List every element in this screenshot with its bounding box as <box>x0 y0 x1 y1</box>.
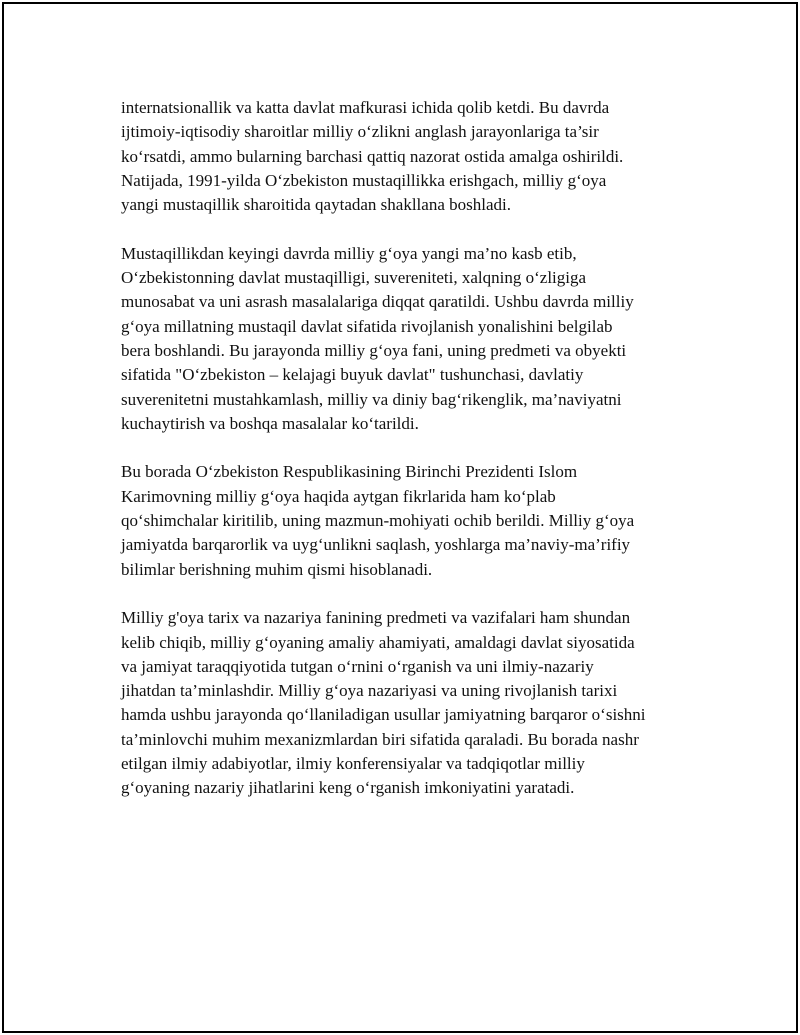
paragraph-1: internatsionallik va katta davlat mafkurasi ichida qolib ketdi. Bu davrda ijtimoiy-iqtisodiy sharoitlar milliy o‘zlikni anglash jarayonlariga ta’sir ko‘rsatdi, ammo bularning barchasi qattiq nazorat ostida amalga oshirildi. Natijada, 1991-yilda O‘zbekiston mustaqillikka erishgach, milliy g‘oya yangi mustaqillik sharoitida qaytadan shakllana boshladi. <box>121 98 624 215</box>
paragraph-3: Bu borada O‘zbekiston Respublikasining Birinchi Prezidenti Islom Karimovning milliy g‘oya haqida aytgan fikrlarida ham ko‘plab qo‘shimchalar kiritilib, uning mazmun-mohiyati ochib berildi. Milliy g‘oya jamiyatda barqarorlik va uyg‘unlikni saqlash, yoshlarga ma’naviy-ma’rifiy bilimlar berishning muhim qismi hisoblanadi. <box>121 462 635 579</box>
paragraph-2: Mustaqillikdan keyingi davrda milliy g‘oya yangi ma’no kasb etib, O‘zbekistonning davlat mustaqilligi, suvereniteti, xalqning o‘zligiga munosabat va uni asrash masalalariga diqqat qaratildi. Ushbu davrda milliy g‘oya millatning mustaqil davlat sifatida rivojlanish yonalishini belgilab bera boshlandi. Bu jarayonda milliy g‘oya fani, uning predmeti va obyekti sifatida "O‘zbekiston – kelajagi buyuk davlat" tushunchasi, davlatiy suverenitetni mustahkamlash, milliy va diniy bag‘rikenglik, ma’naviyatni kuchaytirish va boshqa masalalar ko‘tarildi. <box>121 243 634 433</box>
page-frame <box>2 2 798 1033</box>
paragraph-4: Milliy g'oya tarix va nazariya fanining predmeti va vazifalari ham shundan kelib chiqib, milliy g‘oyaning amaliy ahamiyati, amaldagi davlat siyosatida va jamiyat taraqqiyotida tutgan o‘rnini o‘rganish va uni ilmiy-nazariy jihatdan ta’minlashdir. Milliy g‘oya nazariyasi va uning rivojlanish tarixi hamda ushbu jarayonda qo‘llaniladigan usullar jamiyatning barqaror o‘sishni ta’minlovchi muhim mexanizmlardan biri sifatida qaraladi. Bu borada nashr etilgan ilmiy adabiyotlar, ilmiy konferensiyalar va tadqiqotlar milliy g‘oyaning nazariy jihatlarini keng o‘rganish imkoniyatini yaratadi. <box>121 608 646 798</box>
document-body <box>121 96 721 825</box>
